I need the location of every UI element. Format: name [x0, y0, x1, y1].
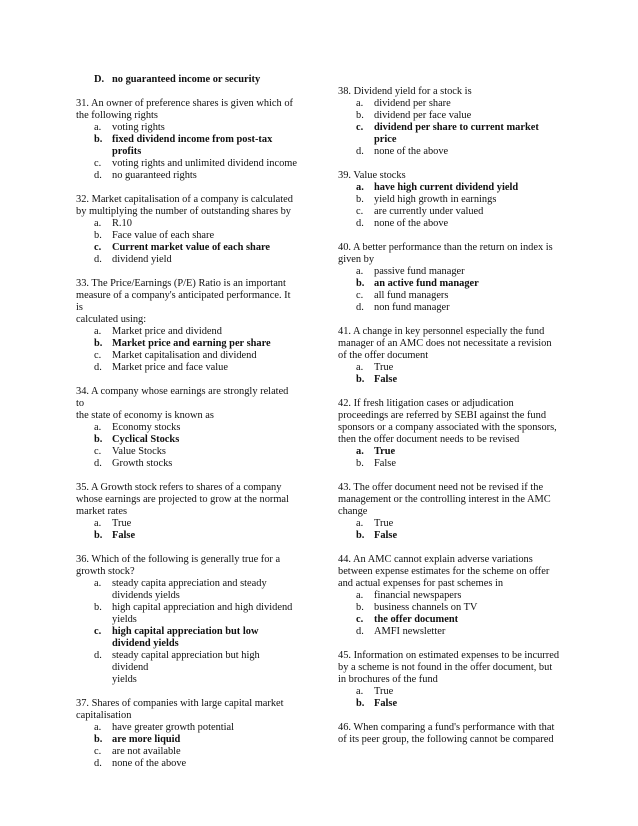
question-stem: [76, 386, 298, 422]
question-stem-line: 32. Market capitalisation of a company is calculated: [76, 194, 293, 205]
option-letter: a.: [356, 590, 364, 601]
question-stem-line: 41. A change in key personnel especially the fund: [338, 326, 545, 337]
answer-option: [338, 686, 566, 698]
question-block: [76, 194, 298, 266]
question-stem-line: measure of a company's anticipated performance. It is: [76, 290, 291, 313]
option-letter: a.: [94, 722, 102, 733]
question-stem-line: capitalisation: [76, 710, 132, 721]
question-stem-line: by multiplying the number of outstanding shares by: [76, 206, 292, 217]
correct-option: [76, 530, 298, 542]
question-stem-line: 34. A company whose earnings are strongly related to: [76, 386, 289, 409]
answer-option: [338, 302, 566, 314]
answer-option: [338, 590, 566, 602]
option-text: no guaranteed rights: [112, 170, 197, 181]
question-block: [338, 170, 566, 230]
question-stem-line: 33. The Price/Earnings (P/E) Ratio is an important: [76, 278, 286, 289]
option-letter: d.: [94, 170, 102, 181]
option-text: False: [374, 698, 398, 709]
option-text: Cyclical Stocks: [112, 434, 180, 445]
question-block: [76, 482, 298, 542]
question-spacer: [76, 182, 298, 194]
option-list: [76, 578, 298, 686]
answer-option: [76, 518, 298, 530]
option-letter: a.: [94, 422, 102, 433]
question-stem-line: growth stock?: [76, 566, 135, 577]
question-stem-line: 35. A Growth stock refers to shares of a company: [76, 482, 282, 493]
option-text: Economy stocks: [112, 422, 181, 433]
option-text: dividends yields: [112, 590, 180, 601]
option-letter: a.: [94, 122, 102, 133]
option-list: [338, 686, 566, 710]
right-column: [338, 86, 566, 746]
option-list: [76, 722, 298, 770]
correct-option: [76, 734, 298, 746]
option-text: have high current dividend yield: [374, 182, 519, 193]
option-letter: b.: [356, 698, 365, 709]
option-letter: b.: [356, 110, 364, 121]
option-text: dividend per share: [374, 98, 451, 109]
option-text: no guaranteed income or security: [112, 74, 261, 85]
option-letter: b.: [94, 134, 103, 145]
option-letter: b.: [94, 434, 103, 445]
correct-option: [76, 338, 298, 350]
answer-option: [76, 746, 298, 758]
question-stem: [76, 482, 298, 518]
correct-option: [338, 122, 566, 146]
option-text: dividend per face value: [374, 110, 472, 121]
question-spacer: [76, 374, 298, 386]
question-spacer: [76, 86, 298, 98]
answer-option: [338, 362, 566, 374]
answer-option: [76, 458, 298, 470]
option-text: True: [112, 518, 132, 529]
option-text: Face value of each share: [112, 230, 215, 241]
answer-option: [338, 206, 566, 218]
option-letter: d.: [356, 302, 364, 313]
option-letter: c.: [94, 350, 102, 361]
option-letter: D.: [94, 74, 105, 85]
answer-option: [76, 326, 298, 338]
question-stem-line: 39. Value stocks: [338, 170, 406, 181]
option-letter: c.: [94, 158, 102, 169]
option-letter: c.: [94, 446, 102, 457]
question-spacer: [76, 266, 298, 278]
option-text: Value Stocks: [112, 446, 166, 457]
question-block: [338, 722, 566, 746]
option-letter: a.: [356, 362, 364, 373]
question-stem-line: and actual expenses for past schemes in: [338, 578, 504, 589]
option-text: steady capita appreciation and steady: [112, 578, 267, 589]
question-stem: [338, 86, 566, 98]
option-letter: a.: [356, 686, 364, 697]
answer-option: [338, 266, 566, 278]
option-letter: d.: [94, 254, 102, 265]
option-text: dividend per share to current market: [374, 122, 539, 133]
option-text: all fund managers: [374, 290, 449, 301]
question-spacer: [338, 542, 566, 554]
option-letter: b.: [356, 458, 364, 469]
answer-option: [76, 218, 298, 230]
answer-option: [338, 602, 566, 614]
correct-option: [338, 614, 566, 626]
option-letter: c.: [94, 746, 102, 757]
option-text: voting rights: [112, 122, 165, 133]
answer-option: [76, 722, 298, 734]
option-text: an active fund manager: [374, 278, 479, 289]
answer-option: [338, 194, 566, 206]
question-block: [338, 398, 566, 470]
question-block: [76, 698, 298, 770]
option-list: [76, 122, 298, 182]
answer-option: [76, 122, 298, 134]
option-text: R.10: [112, 218, 132, 229]
option-letter: c.: [356, 122, 364, 133]
question-stem: [338, 650, 566, 686]
question-spacer: [338, 314, 566, 326]
answer-option: [76, 578, 298, 602]
question-stem: [338, 242, 566, 266]
answer-option: [338, 218, 566, 230]
left-column: [76, 74, 298, 770]
question-stem-line: then the offer document needs to be revised: [338, 434, 520, 445]
option-text: the offer document: [374, 614, 459, 625]
option-text: voting rights and unlimited dividend income: [112, 158, 297, 169]
option-letter: b.: [356, 530, 365, 541]
option-letter: d.: [356, 626, 364, 637]
question-stem: [76, 194, 298, 218]
option-letter: a.: [356, 446, 364, 457]
question-stem-line: proceedings are referred by SEBI against the fund: [338, 410, 547, 421]
question-stem: [76, 98, 298, 122]
option-list: [338, 98, 566, 158]
question-stem-line: 46. When comparing a fund's performance with that: [338, 722, 555, 733]
option-letter: d.: [94, 458, 102, 469]
correct-option: [76, 134, 298, 158]
question-stem-line: of the offer document: [338, 350, 429, 361]
option-text: yield high growth in earnings: [374, 194, 497, 205]
option-text: are currently under valued: [374, 206, 484, 217]
question-stem-line: the following rights: [76, 110, 158, 121]
question-spacer: [338, 158, 566, 170]
option-letter: b.: [94, 734, 103, 745]
question-stem: [338, 482, 566, 518]
question-block: [338, 482, 566, 542]
option-text: profits: [112, 146, 142, 157]
question-stem: [338, 722, 566, 746]
question-block: [338, 86, 566, 158]
correct-option: [338, 278, 566, 290]
question-stem-line: 31. An owner of preference shares is given which of: [76, 98, 293, 109]
option-letter: b.: [94, 230, 102, 241]
question-spacer: [338, 710, 566, 722]
answer-option: [76, 446, 298, 458]
question-stem-line: between expense estimates for the scheme on offer: [338, 566, 550, 577]
option-list: [76, 326, 298, 374]
option-text: fixed dividend income from post-tax: [112, 134, 273, 145]
option-text: True: [374, 362, 394, 373]
option-text: Market capitalisation and dividend: [112, 350, 257, 361]
option-list: [76, 218, 298, 266]
question-stem: [338, 170, 566, 182]
option-text: True: [374, 518, 394, 529]
option-text: AMFI newsletter: [374, 626, 446, 637]
option-letter: c.: [94, 626, 102, 637]
option-text: are more liquid: [112, 734, 181, 745]
option-text: price: [374, 134, 397, 145]
question-block: [338, 650, 566, 710]
question-stem-line: manager of an AMC does not necessitate a revision: [338, 338, 552, 349]
option-letter: c.: [356, 290, 364, 301]
option-letter: a.: [94, 518, 102, 529]
answer-option: [76, 422, 298, 434]
option-letter: b.: [356, 602, 364, 613]
question-stem-line: given by: [338, 254, 375, 265]
option-letter: a.: [356, 518, 364, 529]
option-text: financial newspapers: [374, 590, 462, 601]
option-letter: b.: [356, 194, 364, 205]
option-text: Current market value of each share: [112, 242, 271, 253]
answer-option: [338, 458, 566, 470]
option-letter: a.: [356, 266, 364, 277]
answer-option: [76, 158, 298, 170]
option-list: [338, 518, 566, 542]
option-text: are not available: [112, 746, 181, 757]
option-text: dividend yield: [112, 254, 172, 265]
correct-option: [338, 530, 566, 542]
question-spacer: [76, 542, 298, 554]
question-stem-line: of its peer group, the following cannot be compared: [338, 734, 554, 745]
question-spacer: [76, 686, 298, 698]
question-stem: [76, 554, 298, 578]
option-text: dividend yields: [112, 638, 179, 649]
question-stem-line: in brochures of the fund: [338, 674, 438, 685]
question-stem-line: whose earnings are projected to grow at the normal: [76, 494, 289, 505]
option-letter: d.: [94, 758, 102, 769]
correct-option: [338, 182, 566, 194]
question-stem-line: 42. If fresh litigation cases or adjudication: [338, 398, 514, 409]
answer-option: [338, 98, 566, 110]
answer-option: [76, 362, 298, 374]
question-block: [338, 242, 566, 314]
option-text: passive fund manager: [374, 266, 465, 277]
answer-option: [76, 350, 298, 362]
question-stem: [76, 698, 298, 722]
option-letter: b.: [94, 338, 103, 349]
question-stem: [338, 398, 566, 446]
question-stem-line: the state of economy is known as: [76, 410, 214, 421]
option-text: none of the above: [374, 218, 449, 229]
option-letter: c.: [94, 242, 102, 253]
option-list: [338, 362, 566, 386]
question-block: [76, 278, 298, 374]
option-letter: a.: [94, 326, 102, 337]
option-text: Market price and earning per share: [112, 338, 271, 349]
question-block: [76, 386, 298, 470]
question-stem-line: 37. Shares of companies with large capital market: [76, 698, 284, 709]
question-stem-line: 43. The offer document need not be revised if the: [338, 482, 544, 493]
question-stem-line: calculated using:: [76, 314, 147, 325]
correct-option: [76, 242, 298, 254]
option-list: [338, 590, 566, 638]
option-text: high capital appreciation and high dividend: [112, 602, 293, 613]
question-spacer: [338, 638, 566, 650]
question-stem-line: 38. Dividend yield for a stock is: [338, 86, 472, 97]
option-letter: c.: [356, 206, 364, 217]
answer-option: [338, 146, 566, 158]
answer-option: [338, 626, 566, 638]
answer-option: [76, 758, 298, 770]
option-list: [76, 518, 298, 542]
answer-option: [76, 254, 298, 266]
question-stem: [338, 554, 566, 590]
option-text: Growth stocks: [112, 458, 173, 469]
option-letter: a.: [356, 182, 364, 193]
question-block: [338, 326, 566, 386]
question-block: [76, 554, 298, 686]
option-letter: d.: [94, 650, 102, 661]
answer-option: [338, 110, 566, 122]
option-letter: a.: [94, 578, 102, 589]
option-list: [338, 182, 566, 230]
option-letter: b.: [94, 530, 103, 541]
option-text: True: [374, 686, 394, 697]
question-stem-line: management or the controlling interest in the AMC: [338, 494, 551, 505]
question-spacer: [338, 386, 566, 398]
option-letter: d.: [356, 146, 364, 157]
option-text: Market price and face value: [112, 362, 228, 373]
option-letter: a.: [356, 98, 364, 109]
option-text: non fund manager: [374, 302, 450, 313]
question-stem-line: by a scheme is not found in the offer document, but: [338, 662, 553, 673]
option-list: [76, 422, 298, 470]
option-text: none of the above: [112, 758, 187, 769]
option-letter: c.: [356, 614, 364, 625]
answer-option: [338, 518, 566, 530]
option-text: False: [374, 530, 398, 541]
answer-option: [76, 650, 298, 686]
option-text: False: [374, 458, 396, 469]
option-letter: d.: [356, 218, 364, 229]
option-text: high capital appreciation but low: [112, 626, 259, 637]
question-stem: [76, 278, 298, 326]
correct-option: [338, 374, 566, 386]
question-block: [76, 98, 298, 182]
option-list: [338, 266, 566, 314]
option-text: business channels on TV: [374, 602, 478, 613]
option-letter: b.: [356, 374, 365, 385]
option-text: yields: [112, 614, 137, 625]
option-text: have greater growth potential: [112, 722, 235, 733]
question-stem-line: 36. Which of the following is generally true for a: [76, 554, 281, 565]
option-letter: a.: [94, 218, 102, 229]
question-stem-line: sponsors or a company associated with the sponsors,: [338, 422, 557, 433]
answer-option: [76, 170, 298, 182]
question-block: [338, 554, 566, 638]
option-text: yields: [112, 674, 137, 685]
answer-option: [76, 230, 298, 242]
question-stem: [338, 326, 566, 362]
correct-option: [338, 698, 566, 710]
question-stem-line: 45. Information on estimated expenses to be incurred: [338, 650, 560, 661]
option-text: False: [112, 530, 136, 541]
question-stem-line: market rates: [76, 506, 128, 517]
option-text: True: [374, 446, 396, 457]
option-text: False: [374, 374, 398, 385]
option-text: Market price and dividend: [112, 326, 222, 337]
question-stem-line: 40. A better performance than the return on index is: [338, 242, 553, 253]
option-text: none of the above: [374, 146, 449, 157]
carryover-answer: [76, 74, 298, 86]
answer-option: [76, 602, 298, 626]
option-letter: b.: [94, 602, 102, 613]
question-spacer: [76, 470, 298, 482]
question-spacer: [338, 470, 566, 482]
option-text: steady capital appreciation but high dividend: [112, 650, 260, 673]
option-letter: d.: [94, 362, 102, 373]
question-stem-line: 44. An AMC cannot explain adverse variations: [338, 554, 533, 565]
correct-option: [338, 446, 566, 458]
correct-option: [76, 434, 298, 446]
option-list: [338, 446, 566, 470]
correct-option: [76, 626, 298, 650]
question-spacer: [338, 230, 566, 242]
option-letter: b.: [356, 278, 365, 289]
answer-option: [338, 290, 566, 302]
question-stem-line: change: [338, 506, 368, 517]
